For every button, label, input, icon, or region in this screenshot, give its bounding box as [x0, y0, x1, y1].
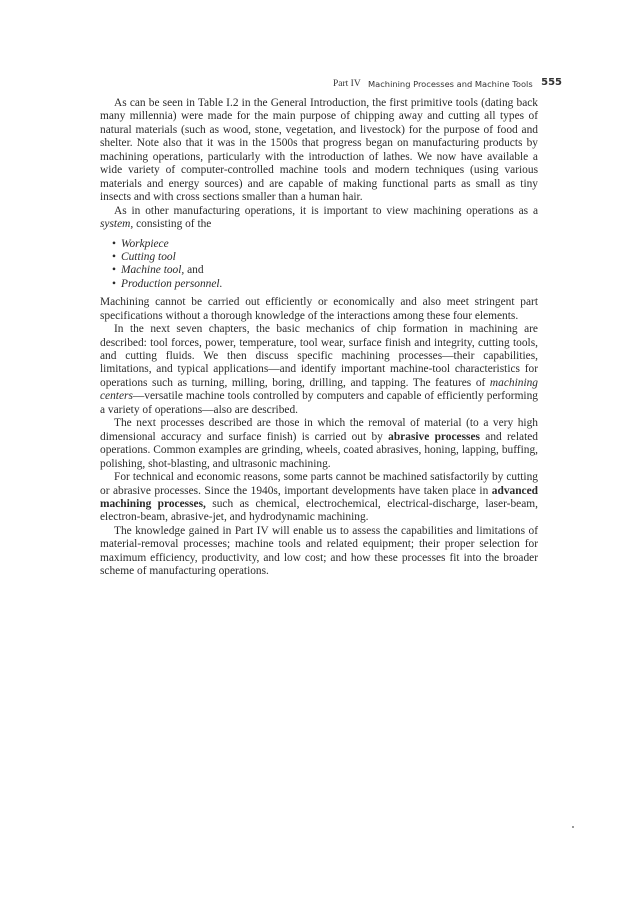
text-run: The knowledge gained in Part IV will enable us to assess the capabilities and limitations of material-removal processes; machine tools and related equipment; their proper selection for maximum efficiency, productivity, and low cost; and how these processes fit into the broader scheme of manufacturing operations.	[100, 524, 538, 578]
text-run: In the next seven chapters, the basic mechanics of chip formation in machining are described: tool forces, power, temperature, tool wear, surface finish and integrity, cutting tools, and cutting fluids. We then discuss specific machining processes—their capabilities, limitations, and typical applications—and identify important machine-tool characteristics for operations such as turning, milling, boring, drilling, and tapping. The features of	[100, 323, 538, 389]
italic-text: Cutting tool	[121, 250, 176, 263]
text-run: The next processes described are those in which the removal of material (to a very high dimensional accuracy and surface finish) is carried out by	[100, 417, 538, 443]
header-part: Part IV	[333, 79, 361, 89]
list-item	[112, 251, 538, 264]
italic-text: Workpiece	[121, 237, 169, 250]
list-item	[112, 238, 538, 251]
text-run: consisting of the	[133, 218, 212, 231]
text-run: such as chemical, electrochemical, electrical-discharge, laser-beam, electron-beam, abrasive-jet, and hydrodynamic machining.	[100, 497, 538, 524]
italic-text: Machine tool,	[121, 264, 185, 277]
text-run: Machining cannot be carried out efficiently or economically and also meet stringent part specifications without a thorough knowledge of the interactions among these four elements.	[100, 296, 538, 322]
paragraph	[100, 323, 538, 417]
italic-text: machining centers	[100, 376, 538, 403]
italic-text: Production personnel.	[121, 277, 223, 290]
text-run: and related operations. Common examples are grinding, wheels, coated abrasives, honing, lapping, buffing, polishing, shot-blasting, and ultrasonic machining.	[100, 430, 539, 470]
text-run: and	[184, 264, 204, 277]
intro-paragraphs	[100, 97, 538, 232]
text-run: As can be seen in Table I.2 in the General Introduction, the first primitive tools (dating back many millennia) were made for the main purpose of chipping away and cutting all types of natural materials (such as wood, stone, vegetation, and livestock) for the purpose of food and shelter. Note also that it was in the 1500s that progress began on manufacturing products by machining operations, particularly with the introduction of lathes. We now have available a wide variety of computer-controlled machine tools and modern techniques (using various materials and energy sources) and are capable of making functional parts as small as tiny insects and with cross sections smaller than a human hair.	[100, 97, 538, 204]
system-elements-list	[100, 238, 538, 292]
paragraph	[100, 417, 538, 471]
scan-speck	[572, 826, 574, 828]
list-item	[112, 264, 538, 277]
paragraph	[100, 205, 538, 232]
running-header	[300, 77, 562, 91]
bold-term: advanced machining processes,	[100, 484, 538, 510]
paragraph	[100, 296, 538, 323]
page-number: 555	[541, 77, 562, 88]
text-run: As in other manufacturing operations, it is important to view machining operations as a	[114, 204, 538, 217]
paragraph	[100, 97, 538, 205]
following-paragraphs	[100, 296, 538, 579]
text-run: For technical and economic reasons, some parts cannot be machined satisfactorily by cutting or abrasive processes. Since the 1940s, important developments have taken place in	[100, 471, 538, 497]
italic-text: system,	[100, 218, 134, 231]
text-run: —versatile machine tools controlled by computers and capable of efficiently performing a variety of operations—also are described.	[100, 390, 538, 416]
paragraph	[100, 471, 538, 525]
body-text	[100, 97, 538, 579]
list-item	[112, 278, 538, 291]
header-title: Machining Processes and Machine Tools	[368, 79, 533, 89]
paragraph	[100, 525, 538, 579]
bold-term: abrasive processes	[388, 430, 480, 443]
